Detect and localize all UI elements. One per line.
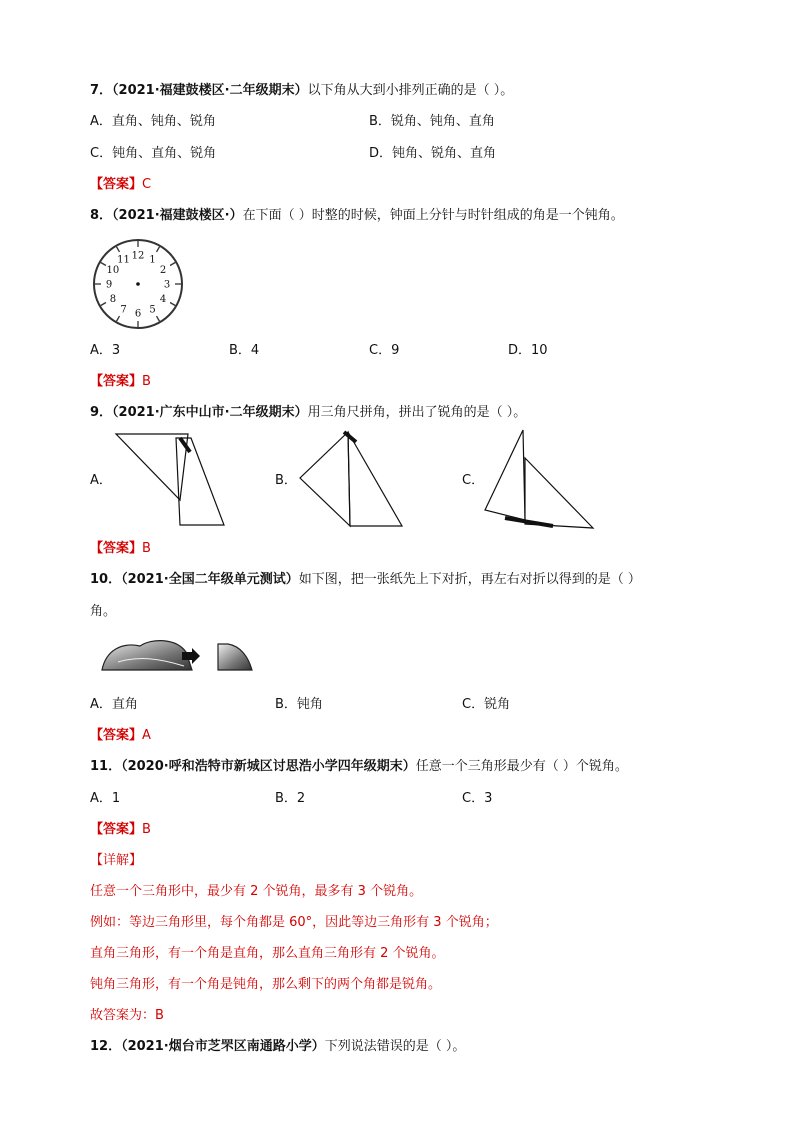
question-8-number: 8． [90, 208, 113, 223]
answer-value: C [142, 177, 152, 192]
question-8-option-d: D．10 [508, 343, 548, 358]
answer-tag: 【答案】 [90, 728, 143, 743]
answer-value: B [142, 374, 151, 389]
question-7-option-a: A．直角、钝角、锐角 [90, 114, 216, 129]
question-11-option-b: B．2 [275, 791, 306, 806]
question-11-option-c: C．3 [462, 791, 493, 806]
question-11-number: 11． [90, 759, 122, 774]
question-11-option-a: A．1 [90, 791, 121, 806]
question-9-heading [90, 404, 526, 422]
answer-tag: 【答案】 [90, 541, 143, 556]
clock-number: 2 [159, 265, 167, 276]
question-7-source: （2021·福建鼓楼区·二年级期末） [112, 83, 308, 98]
question-8-stem: 在下面（ ）时整的时候，钟面上分针与时针组成的角是一个钝角。 [242, 208, 624, 223]
question-8-option-a: A．3 [90, 343, 121, 358]
question-10-stem: 如下图，把一张纸先上下对折，再左右对折以得到的是（ ） [298, 572, 641, 587]
clock-number: 5 [149, 304, 156, 316]
clock-center-dot [136, 282, 140, 286]
question-11-detail-line: 钝角三角形，有一个角是钝角，那么剩下的两个角都是锐角。 [90, 977, 442, 992]
question-10-number: 10． [90, 572, 122, 587]
question-9-source: （2021·广东中山市·二年级期末） [112, 405, 308, 420]
answer-value: B [142, 541, 151, 556]
question-11-detail-line: 直角三角形，有一个角是直角，那么直角三角形有 2 个锐角。 [90, 946, 445, 961]
question-12-stem: 下列说法错误的是（ ）。 [324, 1039, 466, 1054]
half-folded-paper-shape [102, 641, 192, 670]
question-8-heading [90, 207, 624, 225]
set-square-figure-c [483, 428, 598, 530]
answer-tag: 【答案】 [90, 177, 143, 192]
question-7-stem: 以下角从大到小排列正确的是（ ）。 [307, 83, 514, 98]
clock-number: 9 [105, 279, 113, 291]
question-9-option-b: B． [275, 473, 297, 488]
question-10-option-c: C．锐角 [462, 697, 511, 712]
question-11-answer [90, 821, 151, 839]
question-7-answer [90, 176, 151, 194]
question-11-source: （2020·呼和浩特市新城区讨思浩小学四年级期末） [121, 759, 416, 774]
clock-number: 1 [149, 254, 156, 266]
question-8-option-c: C．9 [369, 343, 400, 358]
question-11-heading [90, 758, 628, 776]
question-10-stem-continued: 角。 [90, 604, 117, 619]
question-10-option-b: B．钝角 [275, 697, 323, 712]
question-7-option-d: D．钝角、锐角、直角 [369, 146, 497, 161]
answer-tag: 【答案】 [90, 822, 143, 837]
question-9-number: 9． [90, 405, 113, 420]
clock-number: 4 [159, 294, 167, 305]
paper-fold-figure [98, 636, 258, 676]
clock-number: 10 [106, 265, 120, 276]
question-7-number: 7． [90, 83, 113, 98]
question-11-detail-line: 故答案为：B [90, 1008, 164, 1023]
clock-number: 12 [131, 250, 145, 262]
question-11-detail-line: 例如：等边三角形里，每个角都是 60°，因此等边三角形有 3 个锐角； [90, 915, 498, 930]
question-10-source: （2021·全国二年级单元测试） [121, 572, 299, 587]
clock-number: 8 [109, 294, 117, 305]
question-11-detail-line: 任意一个三角形中，最少有 2 个锐角，最多有 3 个锐角。 [90, 884, 423, 899]
clock-number: 7 [120, 304, 127, 316]
question-9-stem: 用三角尺拼角，拼出了锐角的是（ ）。 [307, 405, 527, 420]
clock-number: 3 [163, 279, 171, 291]
question-10-heading [90, 571, 641, 589]
question-10-answer [90, 727, 151, 745]
question-7-heading [90, 82, 513, 100]
set-square-figure-a [110, 430, 235, 530]
question-9-option-a: A． [90, 473, 112, 488]
question-11-stem: 任意一个三角形最少有（ ）个锐角。 [415, 759, 628, 774]
question-7-option-b: B．锐角、钝角、直角 [369, 114, 495, 129]
clock-number: 11 [117, 254, 130, 266]
question-12-number: 12． [90, 1039, 122, 1054]
question-7-option-c: C．钝角、直角、锐角 [90, 146, 217, 161]
question-8-option-b: B．4 [229, 343, 260, 358]
question-8-answer [90, 373, 151, 391]
clock-number: 6 [134, 308, 142, 320]
question-9-answer [90, 540, 151, 558]
question-10-option-a: A．直角 [90, 697, 138, 712]
answer-value: A [142, 728, 151, 743]
question-12-source: （2021·烟台市芝罘区南通路小学） [121, 1039, 325, 1054]
question-12-heading [90, 1038, 465, 1056]
question-8-source: （2021·福建鼓楼区·） [112, 208, 243, 223]
question-9-option-c: C． [462, 473, 485, 488]
answer-value: B [142, 822, 151, 837]
answer-tag: 【答案】 [90, 374, 143, 389]
question-11-detail-tag: 【详解】 [90, 853, 143, 868]
set-square-figure-b [298, 428, 408, 530]
clock-face-figure [92, 238, 184, 330]
quarter-folded-paper-shape [218, 644, 252, 670]
